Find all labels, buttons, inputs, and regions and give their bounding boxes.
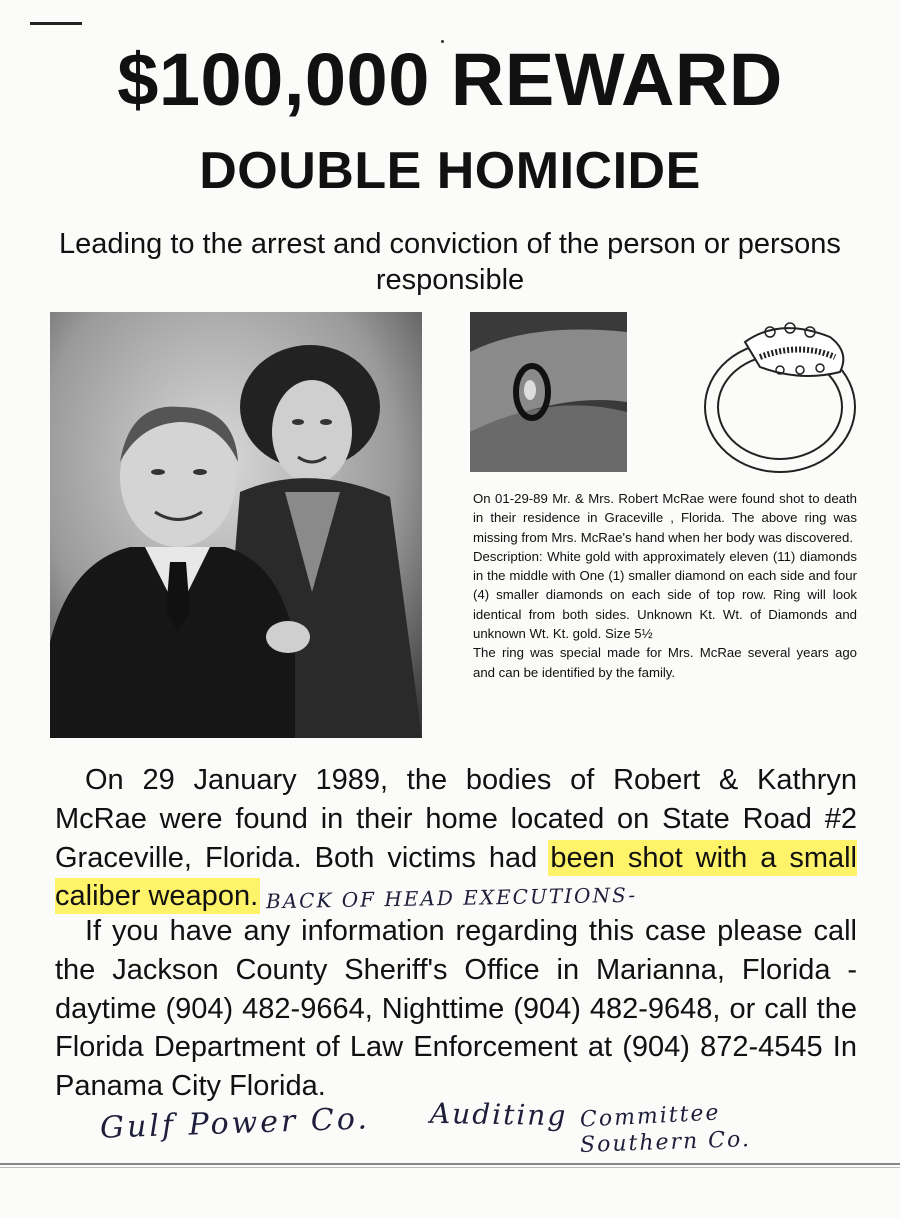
reward-headline: $100,000 REWARD [117, 38, 783, 121]
handwritten-note: Gulf Power Co. [99, 1101, 371, 1146]
page-edge [0, 1167, 900, 1168]
case-summary [55, 761, 857, 918]
caption-description: Description: White gold with approximately eleven (11) diamonds in the middle with One (1) smaller diamond on each side and four (4) smaller diamonds on each side of top row. Ring will look identical from both sides. Unknown Kt. Wt. of Diamonds and unknown Wt. Kt. gold. Size 5½ [473, 548, 857, 642]
handwritten-note: Auditing [429, 1096, 568, 1133]
homicide-headline: DOUBLE HOMICIDE [199, 142, 701, 200]
contact-text: If you have any information regarding this case please call the Jackson County Sheriff's Office in Marianna, Florida - daytime (904) 482-9664, Nighttime (904) 482-9648, or call the Florida Department of Law Enforcement at (904) 872-4545 In Panama City Florida. [55, 915, 857, 1103]
highlighted-text: been shot with a small caliber weapon. [55, 841, 857, 913]
contact-info [55, 912, 857, 1106]
ring-photo [470, 312, 627, 472]
handwritten-note: Southern Co. [579, 1127, 752, 1158]
couple-photo [50, 312, 422, 738]
handwritten-annotation: BACK OF HEAD EXECUTIONS- [266, 883, 638, 914]
caption-paragraph: On 01-29-89 Mr. & Mrs. Robert McRae were found shot to death in their residence in Graceville , Florida. The above ring was missing from Mrs. McRae's hand when her body was discovered. [473, 491, 857, 545]
ring-caption [473, 489, 857, 682]
top-mark [30, 22, 82, 25]
handwritten-note: Committee [579, 1100, 722, 1133]
ring-drawing [700, 312, 860, 477]
caption-paragraph: The ring was special made for Mrs. McRae several years ago and can be identified by the family. [473, 645, 857, 680]
summary-text: On 29 January 1989, the bodies of Robert & Kathryn McRae were found in their home located on State Road #2 Graceville, Florida. Both victims had [55, 764, 857, 874]
subheadline: Leading to the arrest and conviction of the person or persons responsible [59, 228, 841, 296]
page-edge [0, 1163, 900, 1165]
